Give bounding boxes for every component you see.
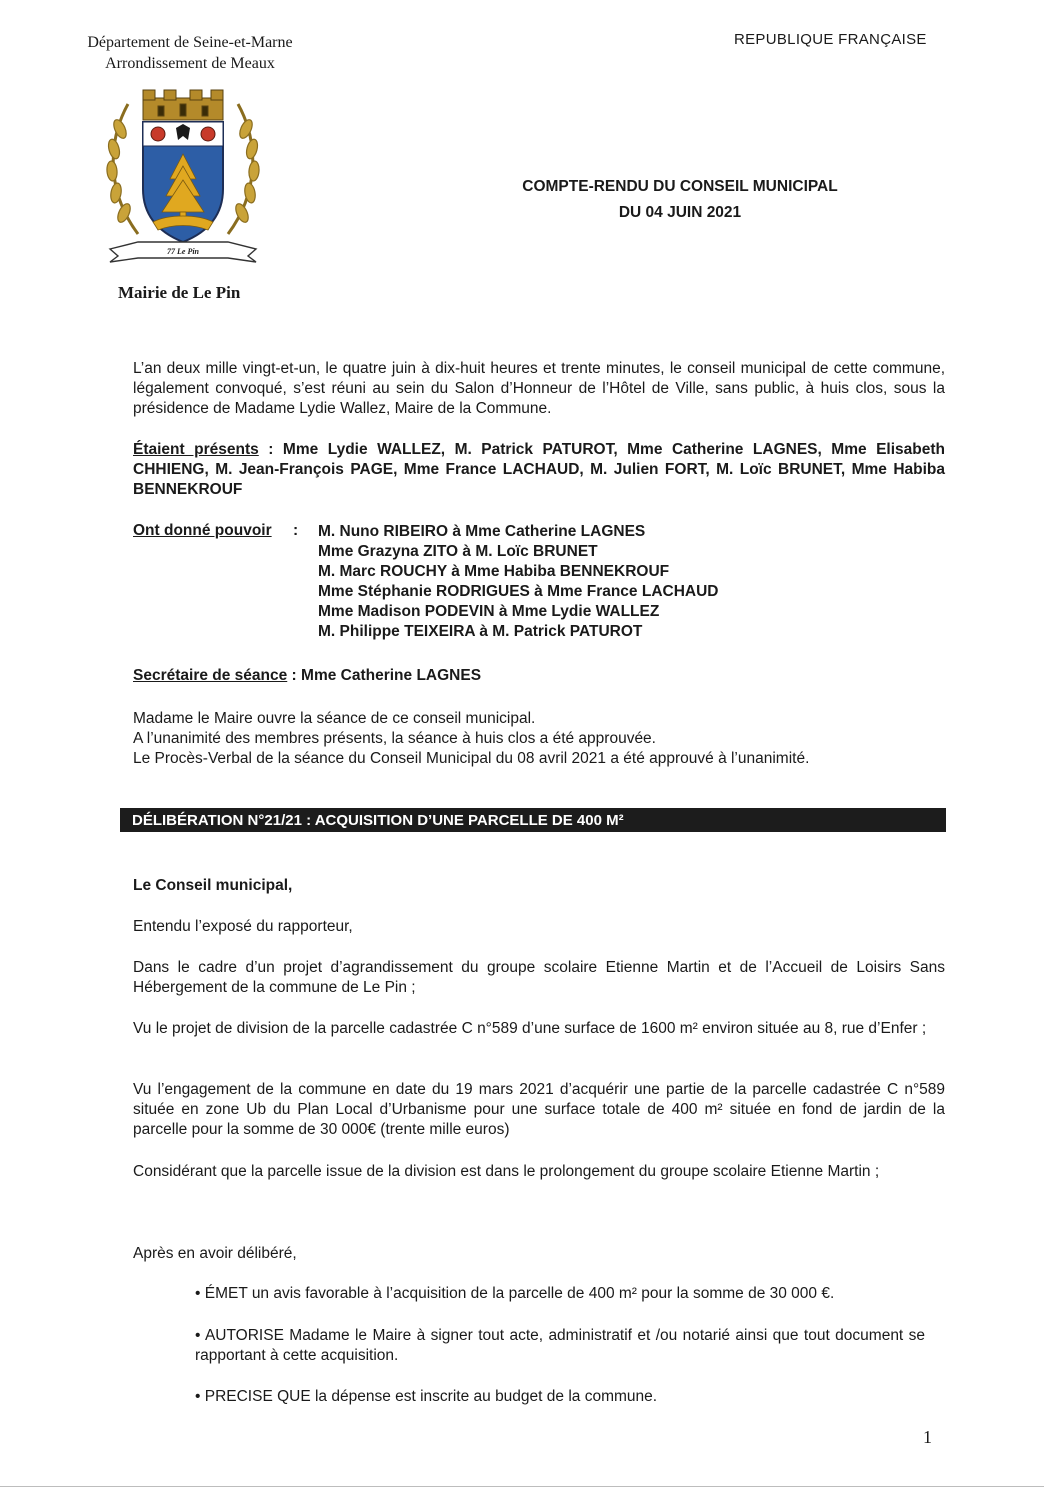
vu-paragraph-2: Vu l’engagement de la commune en date du 19 mars 2021 d’acquérir une partie de la parcelle cadastrée C n°589 située en zone Ub du Plan Local d’Urbanisme pour une surface totale de 400 m² située en fond de jardin de la parcelle pour la somme de 30 000€ (trente mille euros) <box>133 1081 945 1138</box>
document-title <box>470 174 890 226</box>
arrondissement-name: Arrondissement de Meaux <box>105 55 275 72</box>
opening-paragraph <box>133 709 945 769</box>
decision-item: • ÉMET un avis favorable à l’acquisition de la parcelle de 400 m² pour la somme de 30 000 €. <box>195 1285 835 1302</box>
deliberation-banner: DÉLIBÉRATION N°21/21 : ACQUISITION D’UNE PARCELLE DE 400 M² <box>120 808 946 832</box>
secretary-separator: : <box>287 667 302 684</box>
coat-of-arms-logo <box>98 84 268 274</box>
secretary-label: Secrétaire de séance <box>133 667 288 684</box>
opening-line: A l’unanimité des membres présents, la séance à huis clos a été approuvée. <box>133 730 656 747</box>
decision-item: • PRECISE QUE la dépense est inscrite au budget de la commune. <box>195 1388 658 1405</box>
vu-paragraph-1: Vu le projet de division de la parcelle cadastrée C n°589 d’une surface de 1600 m² environ située au 8, rue d’Enfer ; <box>133 1020 927 1037</box>
proxy-item: M. Marc ROUCHY à Mme Habiba BENNEKROUF <box>318 563 670 580</box>
secretary-name: Mme Catherine LAGNES <box>301 667 482 684</box>
title-line-1: COMPTE-RENDU DU CONSEIL MUNICIPAL <box>522 178 838 195</box>
coat-of-arms-icon <box>98 84 268 274</box>
presents-label: Étaient présents <box>133 441 259 458</box>
decision-item: • AUTORISE Madame le Maire à signer tout acte, administratif et /ou notarié ainsi que tout document se rapportant à cette acquisition. <box>195 1327 925 1364</box>
page-bottom-divider <box>0 1486 1044 1487</box>
mairie-name: Mairie de Le Pin <box>118 283 241 302</box>
department-name: Département de Seine-et-Marne <box>87 34 293 51</box>
proxy-item: M. Philippe TEIXEIRA à M. Patrick PATUROT <box>318 623 643 640</box>
context-paragraph: Dans le cadre d’un projet d’agrandissement du groupe scolaire Etienne Martin et de l’Accueil de Loisirs Sans Hébergement de la commune de Le Pin ; <box>133 959 945 996</box>
opening-line: Madame le Maire ouvre la séance de ce conseil municipal. <box>133 710 536 727</box>
opening-line: Le Procès-Verbal de la séance du Conseil Municipal du 08 avril 2021 a été approuvé à l’unanimité. <box>133 750 810 767</box>
republique-header: REPUBLIQUE FRANÇAISE <box>734 31 927 48</box>
crest-motto: 77 Le Pin <box>167 247 199 256</box>
presents-separator: : <box>258 441 283 458</box>
proxy-item: Mme Stéphanie RODRIGUES à Mme France LACHAUD <box>318 583 719 600</box>
intro-paragraph: L’an deux mille vingt-et-un, le quatre juin à dix-huit heures et trente minutes, le conseil municipal de cette commune, légalement convoqué, s’est réuni au sein du Salon d’Honneur de l’Hôtel de Ville, sans public, à huis clos, sous la présidence de Madame Lydie Wallez, Maire de la Commune. <box>133 360 945 417</box>
presents-paragraph <box>133 440 945 500</box>
presents-list: Mme Lydie WALLEZ, M. Patrick PATUROT, Mme Catherine LAGNES, Mme Elisabeth CHHIENG, M. Jean-François PAGE, Mme France LACHAUD, M. Julien FORT, M. Loïc BRUNET, Mme Habiba BENNEKROUF <box>133 441 945 498</box>
proxies-list <box>318 522 719 642</box>
page-number: 1 <box>923 1427 932 1447</box>
secretary-line <box>133 666 945 686</box>
considering-paragraph: Considérant que la parcelle issue de la division est dans le prolongement du groupe scolaire Etienne Martin ; <box>133 1163 880 1180</box>
proxies-separator: : <box>293 522 299 539</box>
proxy-item: Mme Grazyna ZITO à M. Loïc BRUNET <box>318 543 598 560</box>
proxies-label: Ont donné pouvoir <box>133 522 272 539</box>
proxy-item: M. Nuno RIBEIRO à Mme Catherine LAGNES <box>318 523 646 540</box>
after-deliberation: Après en avoir délibéré, <box>133 1245 297 1262</box>
council-heading: Le Conseil municipal, <box>133 877 293 894</box>
department-header <box>40 32 340 74</box>
proxy-item: Mme Madison PODEVIN à Mme Lydie WALLEZ <box>318 603 660 620</box>
heard-paragraph: Entendu l’exposé du rapporteur, <box>133 918 353 935</box>
title-line-2: DU 04 JUIN 2021 <box>618 204 742 221</box>
